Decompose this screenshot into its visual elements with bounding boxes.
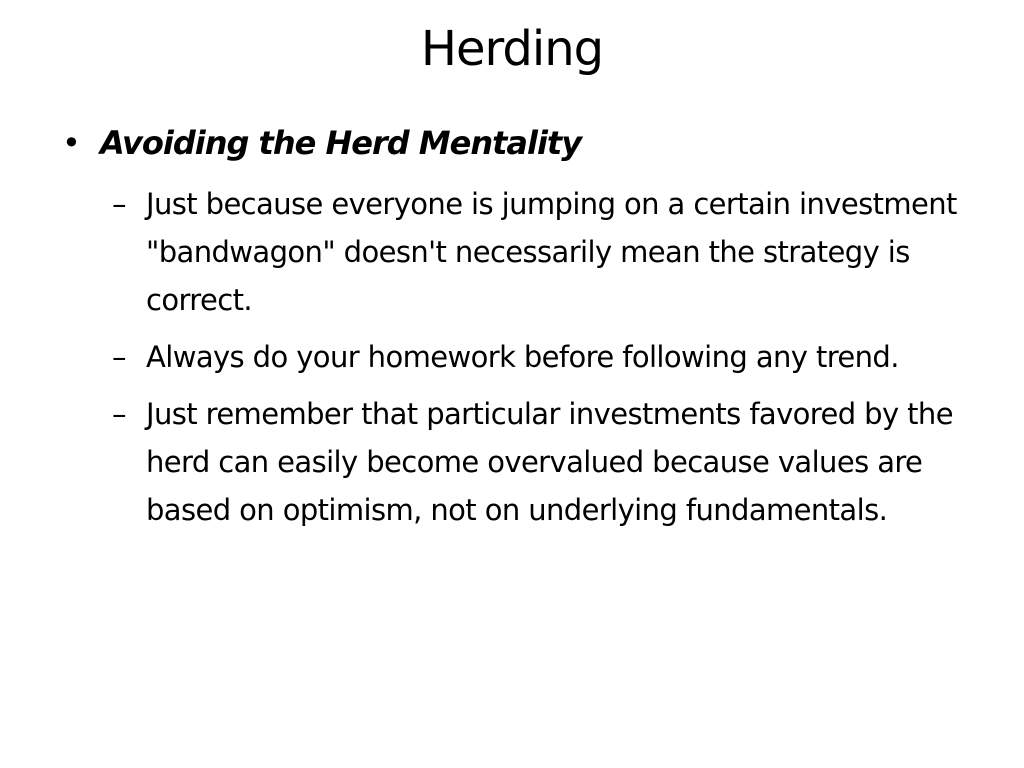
sub-bullet-item xyxy=(112,333,982,381)
sub-bullet-text: Just because everyone is jumping on a certain investment "bandwagon" doesn't necessarily mean the strategy is correct. xyxy=(146,187,957,317)
dash-marker: – xyxy=(112,187,126,221)
slide-title: Herding xyxy=(420,21,604,77)
sub-bullet-item xyxy=(112,180,982,324)
sub-bullet-item xyxy=(112,390,982,534)
bullet-marker: • xyxy=(62,124,81,162)
sub-bullet-text: Just remember that particular investments favored by the herd can easily become overvalued because values are based on optimism, not on underlying fundamentals. xyxy=(146,397,953,527)
dash-marker: – xyxy=(112,397,126,431)
bullet-heading: Avoiding the Herd Mentality xyxy=(100,124,582,162)
dash-marker: – xyxy=(112,340,126,374)
sub-bullet-text: Always do your homework before following any trend. xyxy=(146,340,899,374)
sub-bullet-list xyxy=(112,180,982,543)
